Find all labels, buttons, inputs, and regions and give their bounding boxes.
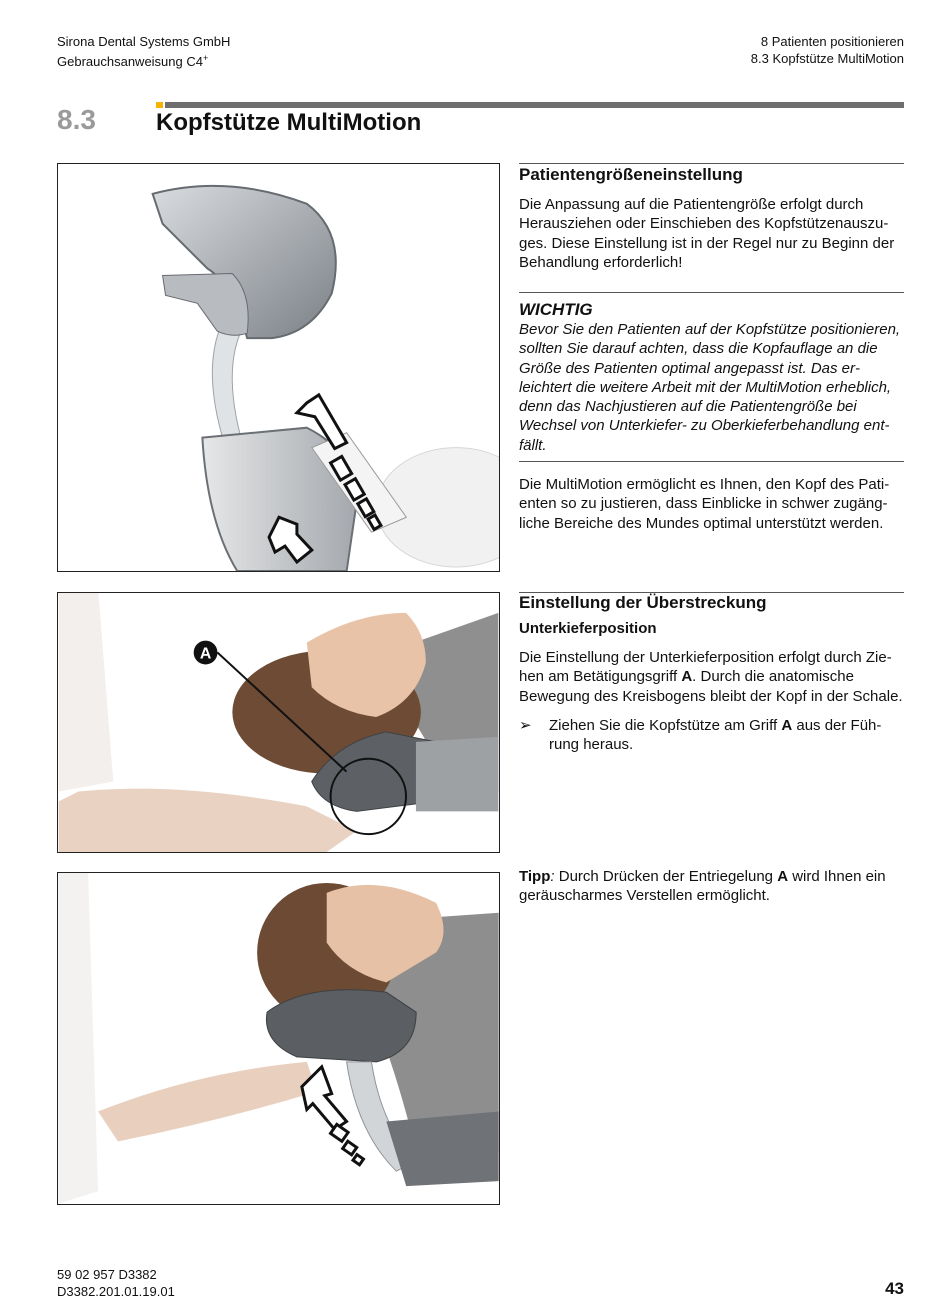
footer-doc-info bbox=[57, 1266, 175, 1296]
company-name: Sirona Dental Systems GmbH bbox=[57, 34, 231, 49]
figure-hyperextension bbox=[57, 872, 500, 1205]
size-adjustment-text: Die Anpassung auf die Patientengröße erfolgt durch Herausziehen oder Einschieben des Kopfstützenauszuges. Diese Einstellung ist in der Regel nur zu Beginn der Behandlung erforderlich! bbox=[519, 196, 895, 271]
section-accent-mark bbox=[156, 102, 163, 108]
doc-version: D3382.201.01.19.01 bbox=[57, 1284, 175, 1296]
step-arrow-icon: ➢ bbox=[519, 716, 532, 734]
important-text: Bevor Sie den Patienten auf der Kopfstütze positionieren, sollten Sie darauf achten, dass die Kopfauflage an die Größe des Patienten optimal angepasst ist. Das erleichtert die weitere Arbeit mit der MultiMotion erheblich, denn das Nachjustieren auf die Patientengröße bei Wechsel von Unterkiefer- zu Oberkieferbehandlung entfällt. bbox=[519, 321, 901, 454]
subchapter-title: 8.3 Kopfstütze MultiMotion bbox=[750, 51, 904, 66]
lower-jaw-text: Die Einstellung der Unterkieferposition erfolgt durch Ziehen am Betätigungsgriff A. Durch die anatomische Bewegung des Kreisbogens bleibt der Kopf in der Schale. bbox=[519, 649, 903, 705]
figure-headrest-size-adjustment bbox=[57, 163, 500, 572]
size-adjustment-heading: Patientengrößeneinstellung bbox=[519, 165, 743, 184]
section-title: Kopfstütze MultiMotion bbox=[156, 109, 422, 136]
lower-jaw-subheading: Unterkieferposition bbox=[519, 620, 657, 637]
chair-joint bbox=[386, 1112, 498, 1187]
callout-label: A bbox=[199, 645, 212, 663]
figure-lower-jaw-position bbox=[57, 592, 500, 853]
multimotion-block bbox=[519, 475, 904, 533]
headrest-illustration bbox=[58, 164, 499, 571]
tip-block bbox=[519, 867, 904, 906]
doc-number: 59 02 957 D3382 bbox=[57, 1267, 157, 1282]
patient-tilt-photo bbox=[58, 873, 499, 1204]
manual-title: Gebrauchsanweisung C4+ bbox=[57, 53, 209, 69]
important-notice bbox=[519, 300, 904, 455]
tip-text: Tipp: Durch Drücken der Entriegelung A wird Ihnen ein geräuscharmes Verstellen ermöglicht. bbox=[519, 868, 886, 905]
multimotion-text: Die MultiMotion ermöglicht es Ihnen, den Kopf des Patienten so zu justieren, dass Einblicke in schwer zugängliche Bereiche des Mundes optimal unterstützt werden. bbox=[519, 476, 890, 532]
chair-frame bbox=[416, 737, 498, 811]
headrest-cushion bbox=[266, 990, 416, 1062]
divider-rule bbox=[519, 292, 904, 293]
hyperextension-heading: Einstellung der Überstreckung bbox=[519, 593, 767, 612]
divider-rule bbox=[519, 461, 904, 462]
important-title: WICHTIG bbox=[519, 300, 593, 319]
hyperextension-block bbox=[519, 592, 904, 754]
section-number: 8.3 bbox=[57, 104, 96, 135]
page-number: 43 bbox=[885, 1279, 904, 1296]
section-bar bbox=[165, 102, 904, 108]
size-adjustment-block bbox=[519, 164, 904, 272]
patient-headrest-photo bbox=[58, 593, 499, 852]
cushion-chin-part bbox=[163, 273, 249, 335]
running-header-left bbox=[57, 33, 230, 70]
tip-label: Tipp bbox=[519, 868, 551, 885]
instruction-step: ➢ Ziehen Sie die Kopfstütze am Griff A aus der Führung heraus. bbox=[519, 716, 882, 754]
chapter-title: 8 Patienten positionieren bbox=[760, 34, 904, 49]
running-header-right bbox=[751, 33, 904, 67]
